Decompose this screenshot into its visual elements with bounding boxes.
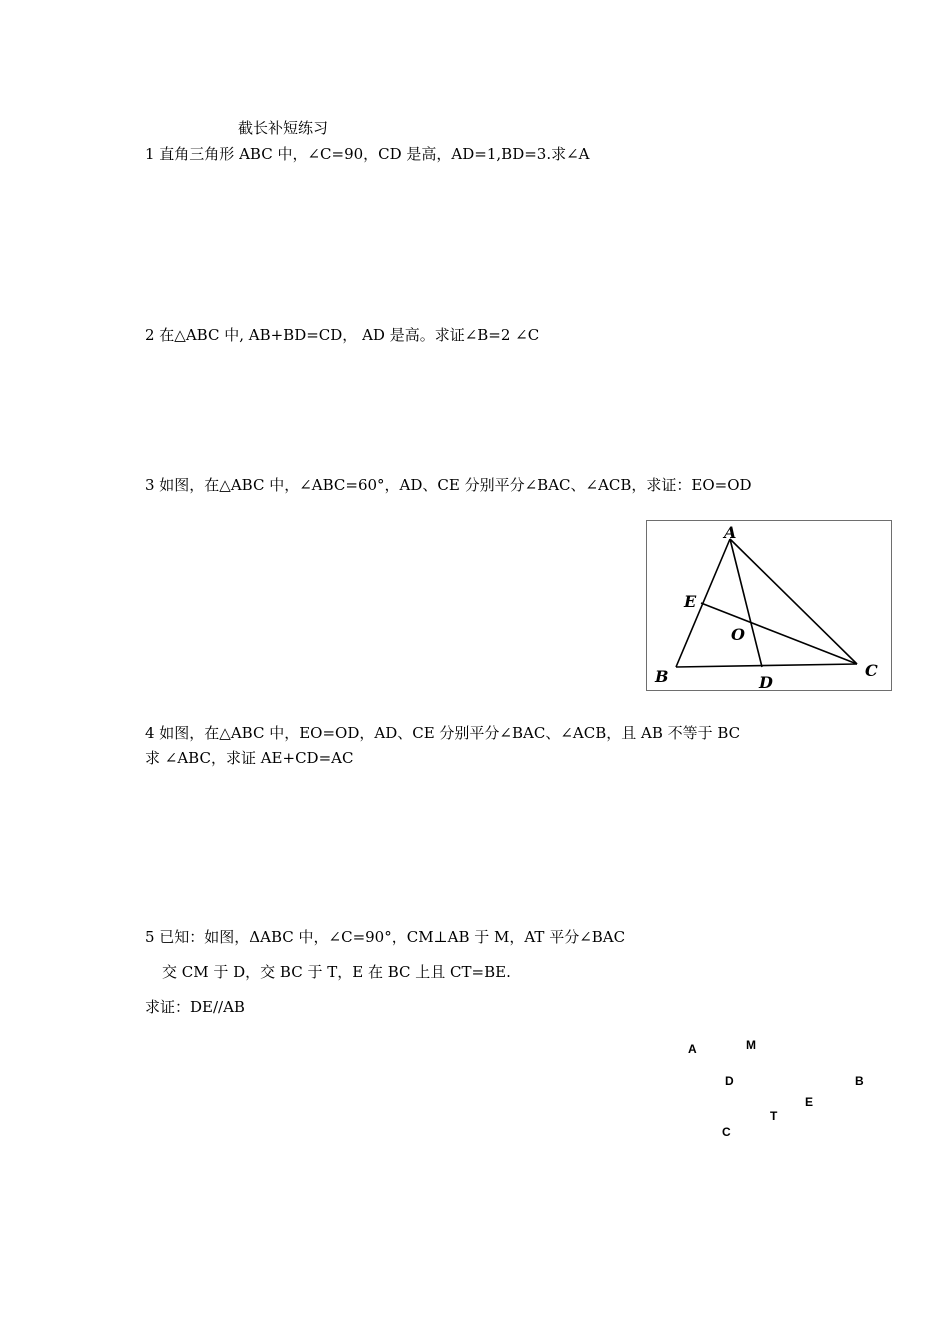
problem-2-text: 2 在△ABC 中, AB+BD=CD， AD 是高。求证∠B=2 ∠C <box>145 326 540 344</box>
point-label-c: C <box>722 1125 731 1139</box>
segment-ad <box>730 539 762 667</box>
vertex-label-c: C <box>865 661 878 680</box>
point-label-o: O <box>731 625 745 644</box>
segment-bc <box>676 664 857 667</box>
vertex-label-a: A <box>724 523 737 542</box>
problem-5-text-line-1: 5 已知：如图，ΔABC 中，∠C=90°，CM⊥AB 于 M，AT 平分∠BAC <box>145 928 626 946</box>
vertex-label-b: B <box>655 667 669 686</box>
point-label-b: B <box>855 1074 864 1088</box>
point-label-e: E <box>684 592 697 611</box>
problem-3-text: 3 如图，在△ABC 中，∠ABC=60°，AD、CE 分别平分∠BAC、∠ACB，求证：EO=OD <box>145 476 752 494</box>
segment-ac <box>730 539 857 664</box>
point-label-t: T <box>770 1109 778 1123</box>
problem-4-text-line-2: 求 ∠ABC，求证 AE+CD=AC <box>145 749 354 767</box>
problem-5-text-line-2: 交 CM 于 D，交 BC 于 T，E 在 BC 上且 CT=BE. <box>162 963 511 981</box>
page-title: 截长补短练习 <box>238 119 329 137</box>
problem-1-text: 1 直角三角形 ABC 中，∠C=90，CD 是高，AD=1,BD=3.求∠A <box>145 145 590 163</box>
point-label-m: M <box>746 1038 756 1052</box>
point-label-a: A <box>688 1042 697 1056</box>
problem-3-figure <box>646 520 892 691</box>
segment-ce <box>701 603 857 664</box>
problem-4-text-line-1: 4 如图，在△ABC 中，EO=OD，AD、CE 分别平分∠BAC、∠ACB，且 AB 不等于 BC <box>145 724 741 742</box>
point-label-e: E <box>805 1095 814 1109</box>
problem-5-text-line-3: 求证：DE//AB <box>145 998 245 1016</box>
point-label-d: D <box>759 673 773 692</box>
point-label-d: D <box>725 1074 734 1088</box>
